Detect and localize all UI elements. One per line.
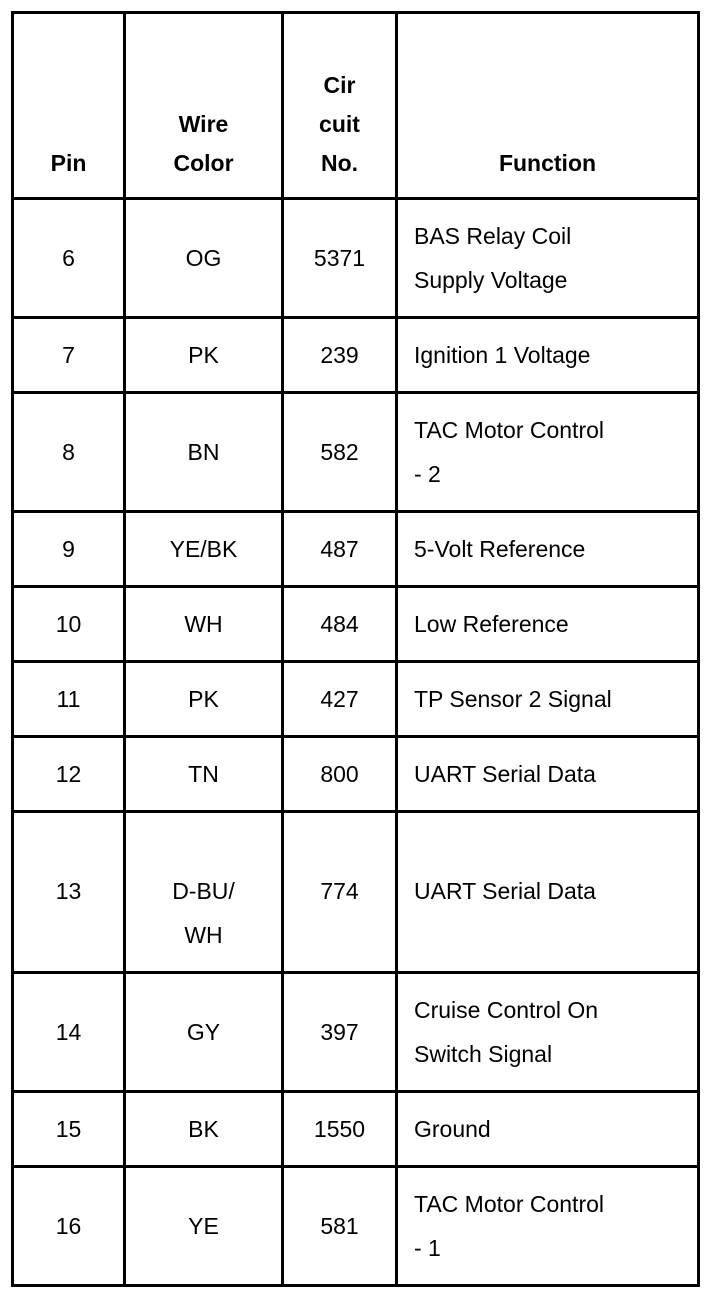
table-row [13,812,699,973]
pin-cell: 6 [13,199,125,318]
function-cell: Cruise Control On Switch Signal [397,973,699,1092]
pin-cell: 8 [13,393,125,512]
header-pin: Pin [13,13,125,199]
header-circuit-no: Cir cuit No. [283,13,397,199]
function-cell: TAC Motor Control - 2 [397,393,699,512]
table-row [13,318,699,393]
function-cell: UART Serial Data [397,737,699,812]
circuit-cell: 487 [283,512,397,587]
function-cell: BAS Relay Coil Supply Voltage [397,199,699,318]
header-function: Function [397,13,699,199]
function-cell: Low Reference [397,587,699,662]
table-row [13,512,699,587]
wire-color-cell: GY [125,973,283,1092]
table-row [13,1092,699,1167]
circuit-cell: 774 [283,812,397,973]
function-cell: TAC Motor Control - 1 [397,1167,699,1286]
circuit-cell: 239 [283,318,397,393]
wire-color-cell: D-BU/ WH [125,812,283,973]
pin-cell: 15 [13,1092,125,1167]
wire-color-cell: OG [125,199,283,318]
pin-cell: 13 [13,812,125,973]
circuit-cell: 484 [283,587,397,662]
pin-cell: 9 [13,512,125,587]
wire-color-cell: BN [125,393,283,512]
function-cell: Ground [397,1092,699,1167]
function-cell: UART Serial Data [397,812,699,973]
wire-color-cell: YE/BK [125,512,283,587]
circuit-cell: 800 [283,737,397,812]
table-row [13,662,699,737]
pin-cell: 16 [13,1167,125,1286]
table-row [13,199,699,318]
table-row [13,393,699,512]
wire-color-cell: WH [125,587,283,662]
pin-cell: 14 [13,973,125,1092]
table-row [13,973,699,1092]
header-wire-color: Wire Color [125,13,283,199]
circuit-cell: 1550 [283,1092,397,1167]
wire-color-cell: YE [125,1167,283,1286]
pin-cell: 10 [13,587,125,662]
header-row [13,13,699,199]
table-row [13,587,699,662]
pin-cell: 7 [13,318,125,393]
circuit-cell: 581 [283,1167,397,1286]
function-cell: TP Sensor 2 Signal [397,662,699,737]
wire-color-cell: TN [125,737,283,812]
wire-color-cell: PK [125,662,283,737]
connector-pin-table [11,11,700,1287]
function-cell: Ignition 1 Voltage [397,318,699,393]
function-cell: 5-Volt Reference [397,512,699,587]
wire-color-cell: BK [125,1092,283,1167]
table-row [13,1167,699,1286]
circuit-cell: 397 [283,973,397,1092]
circuit-cell: 5371 [283,199,397,318]
wire-color-cell: PK [125,318,283,393]
circuit-cell: 427 [283,662,397,737]
pin-cell: 12 [13,737,125,812]
circuit-cell: 582 [283,393,397,512]
table-row [13,737,699,812]
pin-cell: 11 [13,662,125,737]
